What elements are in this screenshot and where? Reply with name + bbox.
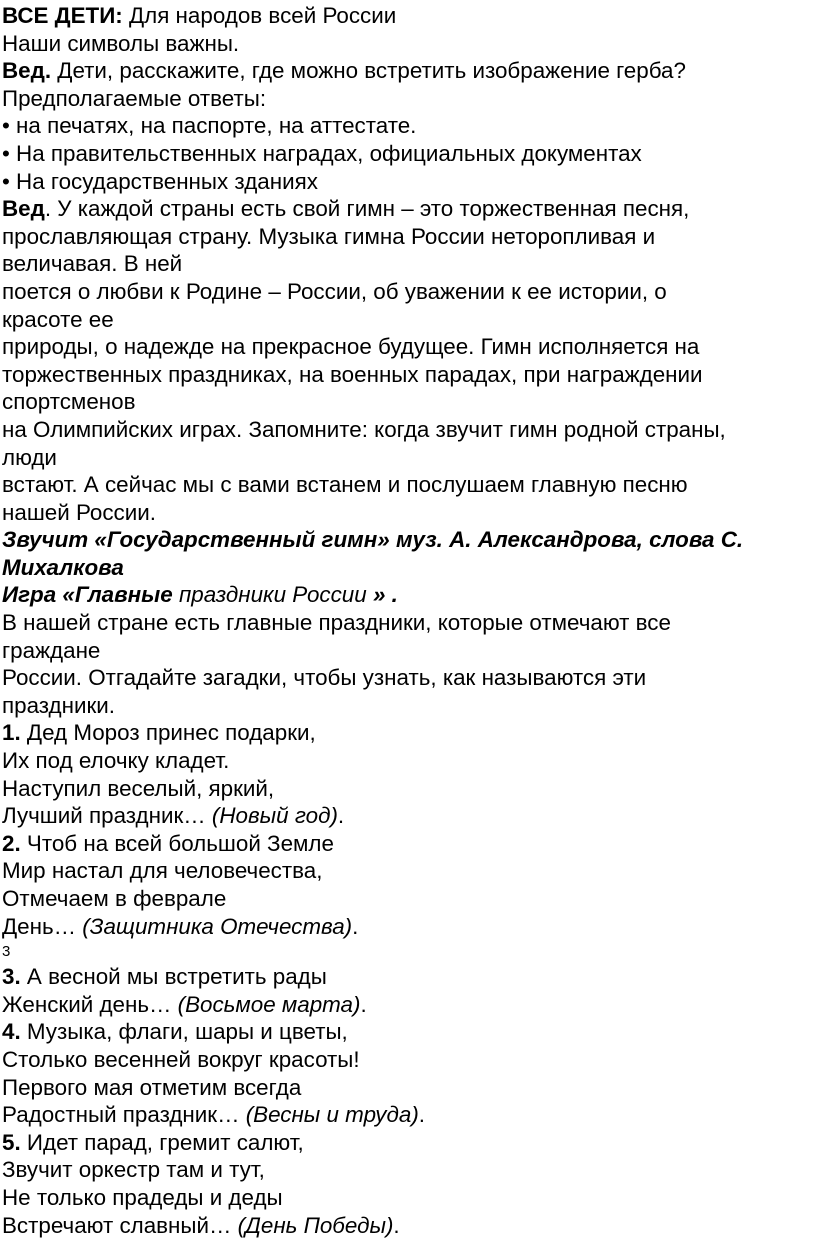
riddle-line: 5. Идет парад, гремит салют, xyxy=(2,1129,304,1155)
text-line: на Олимпийских играх. Запомните: когда звучит гимн родной страны, xyxy=(2,416,726,442)
text-line: красоте ее xyxy=(2,306,114,332)
text-line: торжественных праздниках, на военных парадах, при награждении xyxy=(2,361,703,387)
text-line: ВСЕ ДЕТИ: Для народов всей России xyxy=(2,3,397,28)
text-line: нашей России. xyxy=(2,499,156,525)
text-line: В нашей стране есть главные праздники, которые отмечают все xyxy=(2,610,671,636)
riddle-line: Отмечаем в феврале xyxy=(2,886,227,911)
text-line: Наши символы важны. xyxy=(2,30,240,56)
text-line: Вед. У каждой страны есть свой гимн – это торжественная песня, xyxy=(2,196,690,222)
riddle-answer: (Восьмое марта) xyxy=(177,991,361,1017)
text-line: прославляющая страну. Музыка гимна России неторопливая и xyxy=(2,223,656,249)
text-line: граждане xyxy=(2,637,101,663)
text-line: спортсменов xyxy=(2,389,136,415)
riddle-line: День… (Защитника Отечества). xyxy=(2,913,359,939)
text-line: встают. А сейчас мы с вами встанем и послушаем главную песню xyxy=(2,472,688,498)
riddle-line: Столько весенней вокруг красоты! xyxy=(2,1046,360,1072)
riddle-line: Их под елочку кладет. xyxy=(2,748,230,774)
game-title: Игра «Главные праздники России » . xyxy=(2,582,398,608)
page-number: 3 xyxy=(2,943,11,961)
riddle-line: 1. Дед Мороз принес подарки, xyxy=(2,720,316,746)
riddle-number: 2. xyxy=(2,830,21,856)
text-line: Вед. Дети, расскажите, где можно встретить изображение герба? xyxy=(2,58,686,84)
bullet-item: • На правительственных наградах, официальных документах xyxy=(2,140,642,166)
bullet-item: • на печатях, на паспорте, на аттестате. xyxy=(2,113,417,139)
stage-direction: Звучит «Государственный гимн» муз. А. Александрова, слова С. xyxy=(2,527,744,553)
riddle-number: 3. xyxy=(2,964,21,990)
riddle-line: 3. А весной мы встретить рады xyxy=(2,964,327,990)
riddle-line: Мир настал для человечества, xyxy=(2,858,323,884)
riddle-line: Не только прадеды и деды xyxy=(2,1184,283,1210)
riddle-line: Радостный праздник… (Весны и труда). xyxy=(2,1102,426,1128)
riddle-answer: (Защитника Отечества) xyxy=(82,913,353,939)
riddle-line: Лучший праздник… (Новый год). xyxy=(2,803,345,829)
speaker-label: ВСЕ ДЕТИ: xyxy=(2,3,123,28)
stage-direction: Михалкова xyxy=(2,554,124,580)
riddle-answer: (День Победы) xyxy=(237,1212,394,1238)
riddle-line: Женский день… (Восьмое марта). xyxy=(2,991,367,1017)
text-line: люди xyxy=(2,444,57,470)
text-line: природы, о надежде на прекрасное будущее. Гимн исполняется на xyxy=(2,334,700,360)
text-line: России. Отгадайте загадки, чтобы узнать, как называются эти xyxy=(2,665,647,691)
speaker-label: Вед xyxy=(2,196,45,222)
riddle-line: 4. Музыка, флаги, шары и цветы, xyxy=(2,1019,348,1045)
riddle-line: Звучит оркестр там и тут, xyxy=(2,1157,265,1183)
riddle-number: 5. xyxy=(2,1129,21,1155)
text-line: величавая. В ней xyxy=(2,251,183,277)
riddle-line: 2. Чтоб на всей большой Земле xyxy=(2,830,334,856)
riddle-number: 4. xyxy=(2,1019,21,1045)
riddle-line: Встречают славный… (День Победы). xyxy=(2,1212,400,1238)
text-line: поется о любви к Родине – России, об уважении к ее истории, о xyxy=(2,278,667,304)
speaker-label: Вед. xyxy=(2,58,52,84)
riddle-line: Наступил веселый, яркий, xyxy=(2,775,275,801)
riddle-line: Первого мая отметим всегда xyxy=(2,1074,302,1100)
text-line: Предполагаемые ответы: xyxy=(2,85,267,111)
bullet-item: • На государственных зданиях xyxy=(2,168,318,194)
riddle-answer: (Весны и труда) xyxy=(245,1102,419,1128)
riddle-answer: (Новый год) xyxy=(211,803,338,829)
riddle-number: 1. xyxy=(2,720,21,746)
text-line: праздники. xyxy=(2,692,116,718)
